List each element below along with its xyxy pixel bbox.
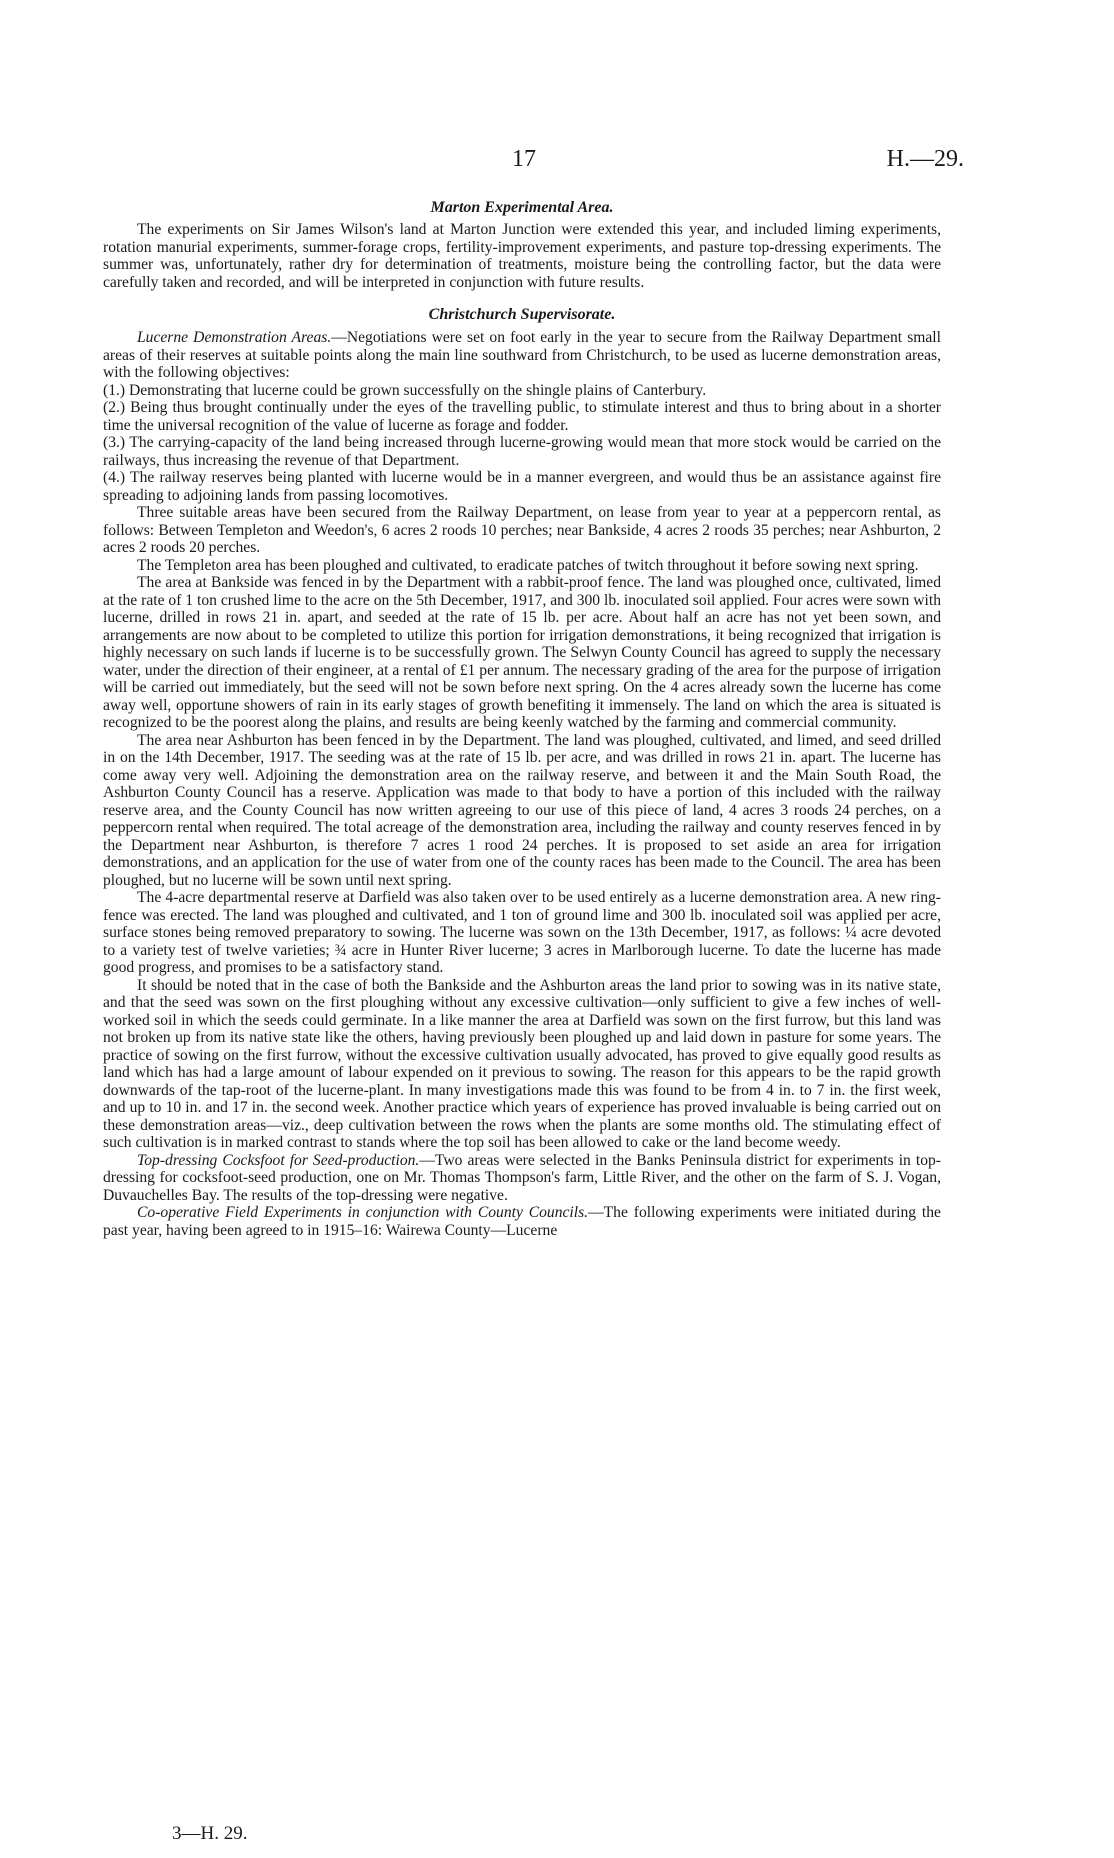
page-number: 17	[512, 146, 536, 172]
objective-3: (3.) The carrying-capacity of the land being increased through lucerne-growing would mean that more stock would be carried on the railways, thus increasing the revenue of that Department.	[103, 434, 941, 469]
document-reference: H.—29.	[886, 146, 964, 172]
paragraph-areas: Three suitable areas have been secured from the Railway Department, on lease from year to year at a peppercorn rental, as follows: Between Templeton and Weedon's, 6 acres 2 roods 10 perches; near Bankside, 4 acres 2 roods 35 perches; near Ashburton, 2 acres 2 roods 20 perches.	[103, 504, 941, 556]
run-in-heading-topdressing: Top-dressing Cocksfoot for Seed-production.	[137, 1151, 420, 1169]
paragraph-bankside: The area at Bankside was fenced in by the Department with a rabbit-proof fence. The land was ploughed once, cultivated, limed at the rate of 1 ton crushed lime to the acre on the 5th December, 1917, and 300 lb. inoculated soil applied. Four acres were sown with lucerne, drilled in rows 21 in. apart, and seeded at the rate of 15 lb. per acre. About half an acre has not yet been sown, and arrangements are now about to be completed to utilize this portion for irrigation demonstrations, it being recognized that irrigation is highly necessary on such lands if lucerne is to be successfully grown. The Selwyn County Council has agreed to supply the necessary water, under the direction of their engineer, at a rental of £1 per annum. The necessary grading of the area for the purpose of irrigation will be carried out immediately, but the seed will not be sown before next spring. On the 4 acres already sown the lucerne has come away well, opportune showers of rain in its early stages of growth benefiting it immensely. The land on which the area is situated is recognized to be the poorest along the plains, and results are being keenly watched by the farming and commercial community.	[103, 574, 941, 731]
paragraph-marton: The experiments on Sir James Wilson's land at Marton Junction were extended this year, and included liming experiments, rotation manurial experiments, summer-forage crops, fertility-improvement experiments, and pasture top-dressing experiments. The summer was, unfortunately, rather dry for determination of treatments, moisture being the controlling factor, but the data were carefully taken and recorded, and will be interpreted in conjunction with future results.	[103, 221, 941, 291]
objective-1: (1.) Demonstrating that lucerne could be grown successfully on the shingle plains of Canterbury.	[103, 381, 707, 399]
paragraph-cooperative-text: —The following experiments were initiated during the past year, having been agreed to in 1915–16: Wairewa County—Lucerne	[103, 1204, 941, 1239]
document-body	[103, 198, 941, 1239]
section-heading-christchurch: Christchurch Supervisorate.	[428, 306, 616, 323]
page-header	[0, 146, 1114, 186]
paragraph-darfield: The 4-acre departmental reserve at Darfield was also taken over to be used entirely as a lucerne demonstration area. A new ring-fence was erected. The land was ploughed and cultivated, and 1 ton of ground lime and 300 lb. inoculated soil was applied per acre, surface stones being removed preparatory to sowing. The lucerne was sown on the 13th December, 1917, as follows: ¼ acre devoted to a variety test of twelve varieties; ¾ acre in Hunter River lucerne; 3 acres in Marlborough lucerne. To date the lucerne has made good progress, and promises to be a satisfactory stand.	[103, 889, 941, 976]
footer-signature: 3—H. 29.	[172, 1823, 248, 1844]
paragraph-cooperative	[103, 1204, 941, 1239]
paragraph-noted: It should be noted that in the case of both the Bankside and the Ashburton areas the land prior to sowing was in its native state, and that the seed was sown on the first ploughing without any excessive cultivation—only sufficient to give a few inches of well-worked soil in which the seeds could germinate. In a like manner the area at Darfield was sown on the first furrow, but this land was not broken up from its native state like the others, having previously been ploughed up and laid down in pasture for some years. The practice of sowing on the first furrow, without the excessive cultivation usually advocated, has proved to give equally good results as land which has had a large amount of labour expended on it previous to sowing. The reason for this appears to be the rapid growth downwards of the tap-root of the lucerne-plant. In many investigations made this was found to be from 4 in. to 7 in. the first week, and up to 10 in. and 17 in. the second week. Another practice which years of experience has proved invaluable is being carried out on these demonstration areas—viz., deep cultivation between the rows when the plants are some months old. The stimulating effect of such cultivation is in marked contrast to stands where the top soil has been allowed to cake or the land become weedy.	[103, 976, 941, 1151]
paragraph-lucerne-text: —Negotiations were set on foot early in the year to secure from the Railway Department small areas of their reserves at suitable points along the main line southward from Christchurch, to be used as lucerne demonstration areas, with the following objectives:	[103, 329, 941, 381]
paragraph-topdressing-text: —Two areas were selected in the Banks Peninsula district for experiments in top-dressing for cocksfoot-seed production, one on Mr. Thomas Thompson's farm, Little River, and the other on the farm of S. J. Vogan, Duvauchelles Bay. The results of the top-dressing were negative.	[103, 1151, 941, 1204]
objective-2: (2.) Being thus brought continually under the eyes of the travelling public, to stimulate interest and thus to bring about in a shorter time the universal recognition of the value of lucerne as forage and fodder.	[103, 399, 941, 434]
run-in-heading-lucerne: Lucerne Demonstration Areas.	[137, 329, 332, 346]
section-heading-marton: Marton Experimental Area.	[430, 199, 614, 216]
paragraph-ashburton: The area near Ashburton has been fenced in by the Department. The land was ploughed, cultivated, and limed, and seed drilled in on the 14th December, 1917. The seeding was at the rate of 15 lb. per acre, and was drilled in rows 21 in. apart. The lucerne has come away very well. Adjoining the demonstration area on the railway reserve, and between it and the Main South Road, the Ashburton County Council has a reserve. Application was made to that body to have a portion of this included with the railway reserve area, and the County Council has now written agreeing to our use of this piece of land, 4 acres 3 roods 24 perches, on a peppercorn rental when required. The total acreage of the demonstration area, including the railway and county reserves fenced in by the Department near Ashburton, is therefore 7 acres 1 rood 24 perches. It is proposed to set aside an area for irrigation demonstrations, and an application for the use of water from one of the county races has been made to the Council. The area has been ploughed, but no lucerne will be sown until next spring.	[103, 731, 941, 889]
paragraph-lucerne-intro	[103, 329, 941, 382]
paragraph-topdressing	[103, 1152, 941, 1205]
objective-4: (4.) The railway reserves being planted with lucerne would be in a manner evergreen, and would thus be an assistance against fire spreading to adjoining lands from passing locomotives.	[103, 469, 941, 504]
paragraph-templeton: The Templeton area has been ploughed and cultivated, to eradicate patches of twitch throughout it before sowing next spring.	[137, 556, 919, 574]
run-in-heading-cooperative: Co-operative Field Experiments in conjunction with County Councils.	[137, 1204, 589, 1221]
